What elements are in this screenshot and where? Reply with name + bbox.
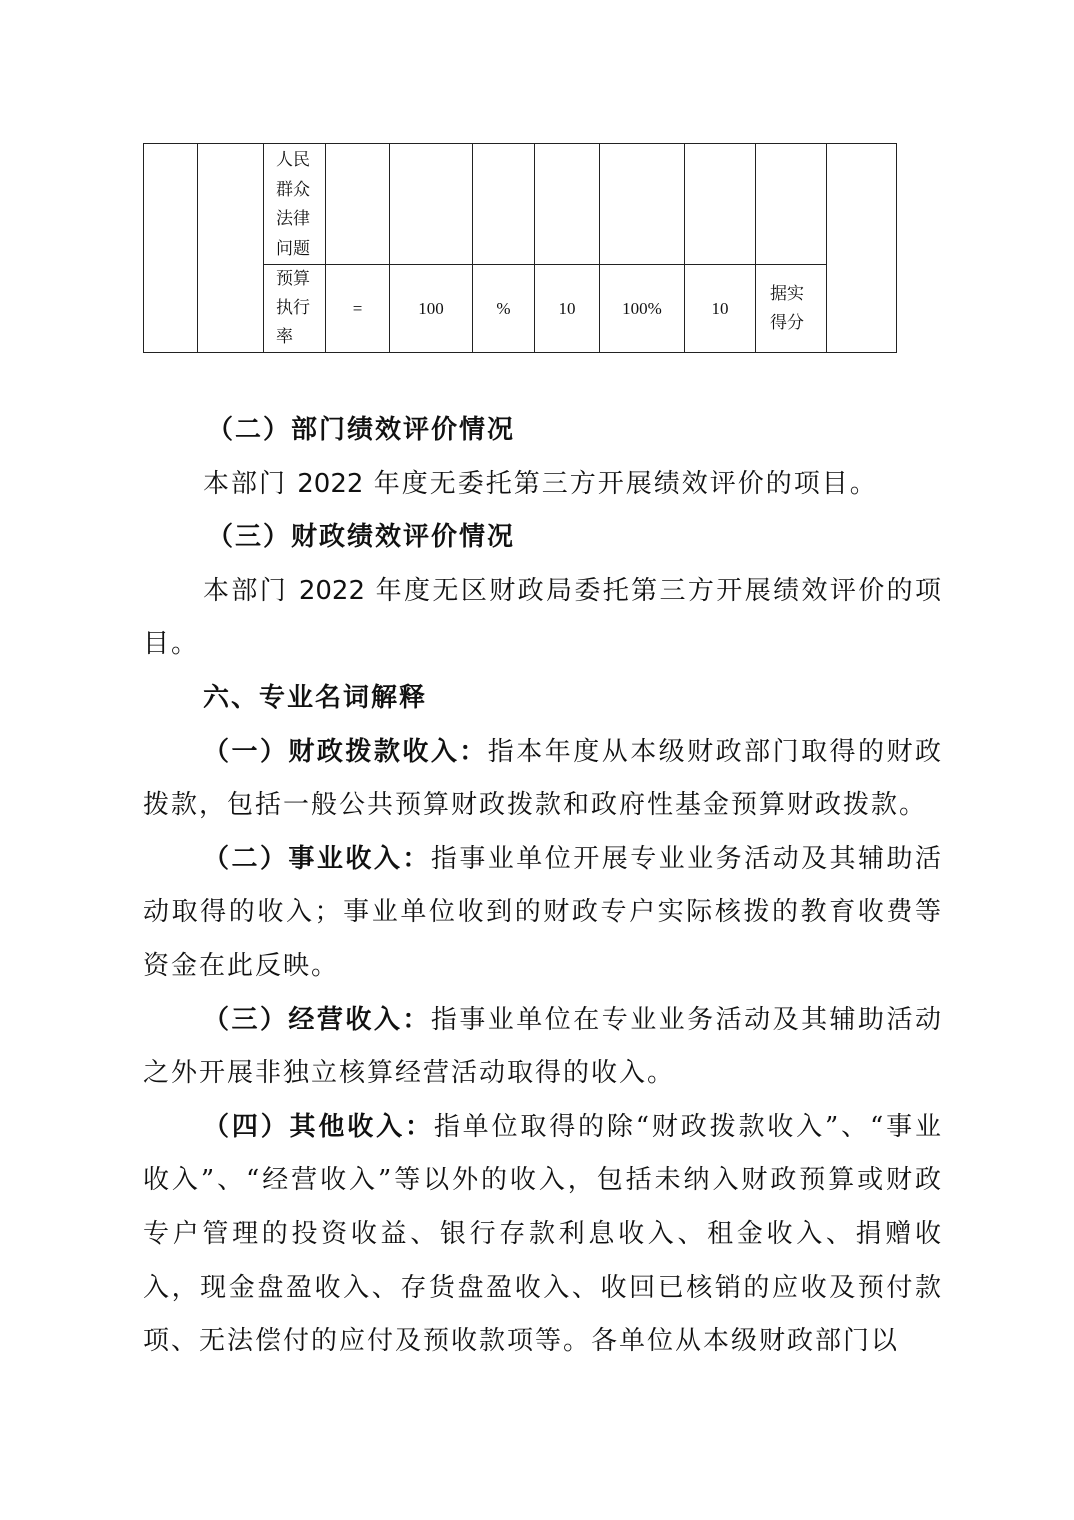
weight-cell: 10 bbox=[535, 265, 600, 353]
text-fragment: 年度无区财政局委托第三方开展绩效评价的项目。 bbox=[143, 575, 944, 660]
metric-name-line: 预算 bbox=[276, 269, 310, 289]
table-cell-empty bbox=[198, 144, 264, 353]
table-cell-empty bbox=[600, 144, 685, 265]
glossary-heading: 六、专业名词解释 bbox=[203, 682, 428, 713]
text-fragment: 本部门 bbox=[203, 468, 298, 499]
glossary-definition: 指事业单位开展专业业务活动及其辅助活动取得的收入；事业单位收到的财政专户实际核拨的教育收费等资金在此反映。 bbox=[143, 843, 943, 981]
glossary-definition: 指本年度从本级财政部门取得的财政拨款，包括一般公共预算财政拨款和政府性基金预算财政拨款。 bbox=[143, 736, 943, 821]
table-cell-empty bbox=[144, 144, 198, 353]
metric-name-line: 问题 bbox=[276, 238, 310, 259]
document-body bbox=[143, 404, 943, 1369]
score-cell: 10 bbox=[685, 265, 756, 353]
performance-indicator-table bbox=[143, 143, 897, 353]
glossary-term: （四）其他收入： bbox=[203, 1111, 434, 1142]
table-cell-empty bbox=[827, 144, 897, 353]
table-cell-empty bbox=[326, 144, 390, 265]
glossary-term: （一）财政拨款收入： bbox=[203, 736, 488, 767]
scoring-method-line: 得分 bbox=[770, 312, 804, 333]
text-fragment: 年度无委托第三方开展绩效评价的项目。 bbox=[363, 468, 878, 499]
dept-evaluation-text bbox=[143, 458, 943, 512]
year-value: 2022 bbox=[297, 468, 364, 499]
glossary-term: （三）经营收入： bbox=[203, 1004, 431, 1035]
glossary-definition: 指单位取得的除“财政拨款收入”、“事业收入”、“经营收入”等以外的收入，包括未纳入财政预算或财政专户管理的投资收益、银行存款利息收入、租金收入、捐赠收入，现金盘盈收入、存货盘盈收入、收回已核销的应收及预付款项、无法偿付的应付及预收款项等。各单位从本级财政部门以 bbox=[143, 1111, 943, 1357]
table-cell-empty bbox=[390, 144, 473, 265]
metric-name-line: 率 bbox=[276, 327, 293, 347]
section-heading-finance-evaluation: （三）财政绩效评价情况 bbox=[207, 522, 516, 553]
unit-cell: % bbox=[473, 265, 535, 353]
section-heading-dept-evaluation: （二）部门绩效评价情况 bbox=[207, 415, 516, 445]
table-cell-empty bbox=[756, 144, 827, 265]
glossary-item bbox=[143, 1101, 943, 1369]
glossary-item bbox=[143, 833, 943, 994]
table-cell-empty bbox=[535, 144, 600, 265]
scoring-method-cell bbox=[756, 265, 827, 353]
glossary-term: （二）事业收入： bbox=[203, 843, 431, 874]
glossary-item bbox=[143, 726, 943, 833]
glossary-definition: 指事业单位在专业业务活动及其辅助活动之外开展非独立核算经营活动取得的收入。 bbox=[143, 1004, 943, 1089]
metric-name-line: 群众 bbox=[276, 179, 310, 200]
table-cell-empty bbox=[473, 144, 535, 265]
actual-value-cell: 100% bbox=[600, 265, 685, 353]
scoring-method-line: 据实 bbox=[770, 283, 804, 304]
year-value: 2022 bbox=[298, 575, 365, 606]
text-fragment: 本部门 bbox=[203, 575, 299, 606]
metric-name-line: 人民 bbox=[276, 150, 310, 170]
glossary-item bbox=[143, 994, 943, 1101]
operator-cell: = bbox=[326, 265, 390, 353]
metric-name-line: 执行 bbox=[276, 298, 310, 318]
table-cell-empty bbox=[685, 144, 756, 265]
metric-name-cell bbox=[264, 265, 326, 353]
finance-evaluation-text bbox=[143, 565, 943, 672]
table-row bbox=[144, 144, 897, 265]
target-value-cell: 100 bbox=[390, 265, 473, 353]
metric-name-line: 法律 bbox=[276, 209, 310, 229]
metric-name-cell bbox=[264, 144, 326, 265]
